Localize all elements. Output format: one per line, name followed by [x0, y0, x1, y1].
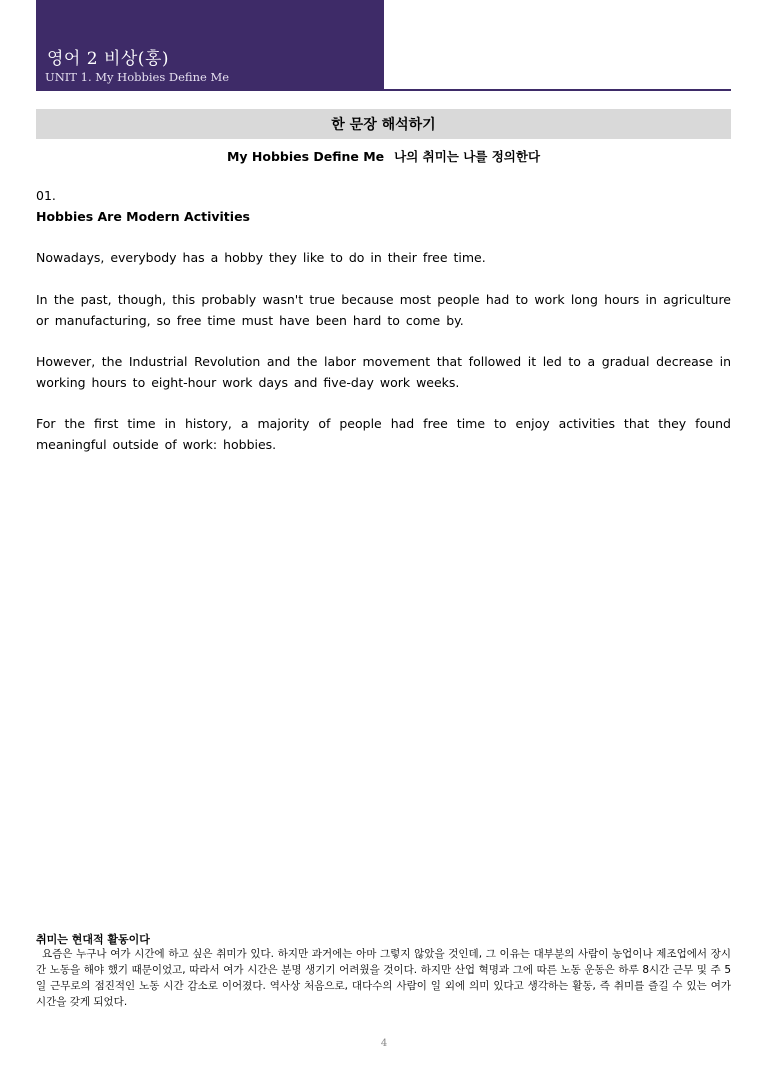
- subtitle-korean: 나의 취미는 나를 정의한다: [394, 149, 541, 164]
- header-rule: [384, 89, 731, 91]
- passage-title: Hobbies Are Modern Activities: [36, 209, 250, 224]
- sentence-4: For the first time in history, a majority of people had free time to enjoy activities that they found meaningful outside of work: hobbies.: [36, 416, 731, 452]
- subtitle-english: My Hobbies Define Me: [226, 149, 385, 164]
- summary-text: 요즘은 누구나 여가 시간에 하고 싶은 취미가 있다. 하지만 과거에는 아마 그렇지 않았을 것인데, 그 이유는 대부분의 사람이 농업이나 제조업에서 장시간 노동을 해야 했기 때문이었고, 따라서 여가 시간은 분명 생기기 어려웠을 것이다. 하지만 산업 혁명과 그에 따른 노동 운동은 하루 8시간 근무 및 주 5일 근무로의 점진적인 노동 시간 감소로 이어졌다. 역사상 처음으로, 대다수의 사람이 일 외에 의미 있다고 생각하는 활동, 즉 취미를 즐길 수 있는 여가 시간을 갖게 되었다.: [36, 948, 731, 1008]
- page-number: 4: [380, 1038, 388, 1049]
- unit-title: UNIT 1. My Hobbies Define Me: [45, 70, 230, 84]
- sentence-3: However, the Industrial Revolution and the labor movement that followed it led to a gradual decrease in working hours to eight-hour work days and five-day work weeks.: [36, 354, 731, 390]
- summary-title: 취미는 현대적 활동이다: [36, 933, 150, 946]
- header-banner: [36, 0, 384, 91]
- section-heading-text: 한 문장 해석하기: [331, 117, 436, 133]
- textbook-title: 영어 2 비상(홍): [47, 49, 169, 69]
- passage-number: 01.: [36, 188, 56, 203]
- sentence-1: Nowadays, everybody has a hobby they like to do in their free time.: [36, 250, 486, 265]
- section-heading: [36, 109, 731, 139]
- sentence-2: In the past, though, this probably wasn't true because most people had to work long hours in agriculture or manufacturing, so free time must have been hard to come by.: [36, 292, 731, 328]
- lesson-subtitle: [36, 147, 731, 165]
